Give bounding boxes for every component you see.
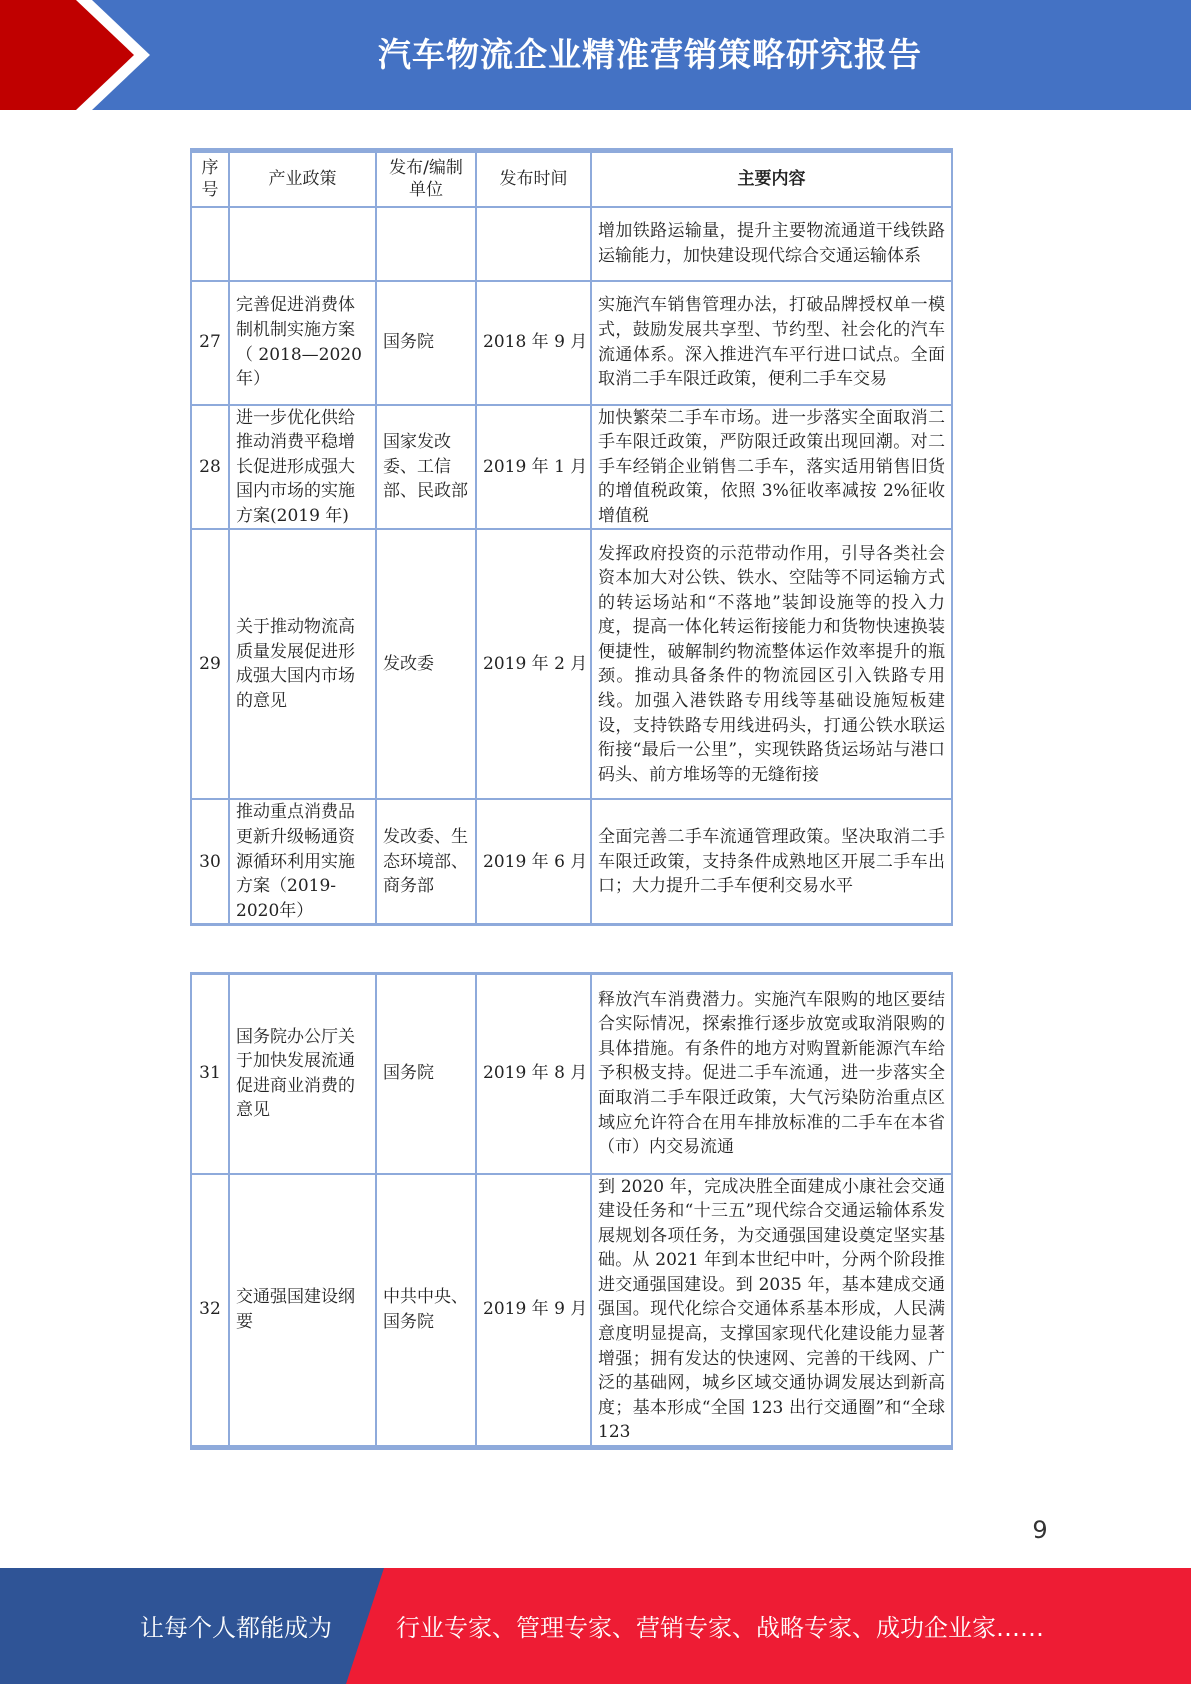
row-num: 27 (191, 281, 229, 405)
header-cell-num: 序号 (191, 151, 229, 207)
table-header-row (191, 151, 952, 207)
row-policy: 国务院办公厅关于加快发展流通促进商业消费的意见 (229, 974, 376, 1174)
row-org: 发改委、生态环境部、商务部 (376, 799, 476, 924)
row-org: 发改委 (376, 529, 476, 799)
row-org: 国务院 (376, 281, 476, 405)
row-content: 到 2020 年，完成决胜全面建成小康社会交通建设任务和“十三五”现代综合交通运输体系发展规划各项任务，为交通强国建设奠定坚实基础。从 2021 年到本世纪中叶，分两个阶段推进交通强国建设。到 2035 年，基本建成交通强国。现代化综合交通体系基本形成，人民满意度明显提高，支撑国家现代化建设能力显著增强；拥有发达的快速网、完善的干线网、广泛的基础网，城乡区域交通协调发展达到新高度；基本形成“全国 123 出行交通圈”和“全球 123 (591, 1174, 952, 1448)
row-date: 2019 年 9 月 (476, 1174, 591, 1448)
row-num: 32 (191, 1174, 229, 1448)
row-org: 中共中央、国务院 (376, 1174, 476, 1448)
row-content: 释放汽车消费潜力。实施汽车限购的地区要结合实际情况，探索推行逐步放宽或取消限购的具体措施。有条件的地方对购置新能源汽车给予积极支持。促进二手车流通，进一步落实全面取消二手车限迁政策，大气污染防治重点区域应允许符合在用车排放标准的二手车在本省（市）内交易流通 (591, 974, 952, 1174)
page-number: 9 (1032, 1516, 1048, 1544)
header-arrow-decoration (0, 0, 150, 110)
row-date: 2019 年 6 月 (476, 799, 591, 924)
row-date: 2019 年 8 月 (476, 974, 591, 1174)
policy-table-part1 (190, 148, 953, 926)
table-row (191, 207, 952, 281)
table-row (191, 529, 952, 799)
header-cell-org: 发布/编制单位 (376, 151, 476, 207)
footer-slogan-left: 让每个人都能成为 (140, 1614, 332, 1642)
row-date: 2019 年 2 月 (476, 529, 591, 799)
row-content: 实施汽车销售管理办法，打破品牌授权单一模式，鼓励发展共享型、节约型、社会化的汽车流通体系。深入推进汽车平行进口试点。全面取消二手车限迁政策，便利二手车交易 (591, 281, 952, 405)
row-policy (229, 207, 376, 281)
row-policy: 关于推动物流高质量发展促进形成强大国内市场的意见 (229, 529, 376, 799)
policy-table-part2 (190, 972, 953, 1450)
header-cell-policy: 产业政策 (229, 151, 376, 207)
table-row (191, 1174, 952, 1448)
table-row (191, 974, 952, 1174)
footer-slogan-right: 行业专家、管理专家、营销专家、战略专家、成功企业家…… (396, 1614, 1044, 1642)
row-date: 2018 年 9 月 (476, 281, 591, 405)
table-row (191, 799, 952, 924)
header-cell-content: 主要内容 (591, 151, 952, 207)
row-policy: 推动重点消费品更新升级畅通资源循环利用实施方案（2019-2020年） (229, 799, 376, 924)
row-num: 28 (191, 405, 229, 530)
row-content: 加快繁荣二手车市场。进一步落实全面取消二手车限迁政策，严防限迁政策出现回潮。对二手车经销企业销售二手车，落实适用销售旧货的增值税政策，依照 3%征收率减按 2%征收增值税 (591, 405, 952, 530)
report-title: 汽车物流企业精准营销策略研究报告 (378, 35, 922, 74)
row-policy: 进一步优化供给推动消费平稳增长促进形成强大国内市场的实施方案(2019 年) (229, 405, 376, 530)
row-content: 增加铁路运输量，提升主要物流通道干线铁路运输能力，加快建设现代综合交通运输体系 (591, 207, 952, 281)
header-cell-date: 发布时间 (476, 151, 591, 207)
row-content: 发挥政府投资的示范带动作用，引导各类社会资本加大对公铁、铁水、空陆等不同运输方式的转运场站和“不落地”装卸设施等的投入力度，提高一体化转运衔接能力和货物快速换装便捷性，破解制约物流整体运作效率提升的瓶颈。推动具备条件的物流园区引入铁路专用线。加强入港铁路专用线等基础设施短板建设，支持铁路专用线进码头，打通公铁水联运衔接“最后一公里”，实现铁路货运场站与港口码头、前方堆场等的无缝衔接 (591, 529, 952, 799)
row-org (376, 207, 476, 281)
row-num: 30 (191, 799, 229, 924)
row-policy: 交通强国建设纲要 (229, 1174, 376, 1448)
row-policy: 完善促进消费体制机制实施方案（ 2018—2020年） (229, 281, 376, 405)
row-org: 国务院 (376, 974, 476, 1174)
row-date (476, 207, 591, 281)
row-num: 31 (191, 974, 229, 1174)
table-row (191, 405, 952, 530)
row-num: 29 (191, 529, 229, 799)
table-row (191, 281, 952, 405)
row-num (191, 207, 229, 281)
row-content: 全面完善二手车流通管理政策。坚决取消二手车限迁政策，支持条件成熟地区开展二手车出口；大力提升二手车便利交易水平 (591, 799, 952, 924)
row-date: 2019 年 1 月 (476, 405, 591, 530)
row-org: 国家发改委、工信部、民政部 (376, 405, 476, 530)
